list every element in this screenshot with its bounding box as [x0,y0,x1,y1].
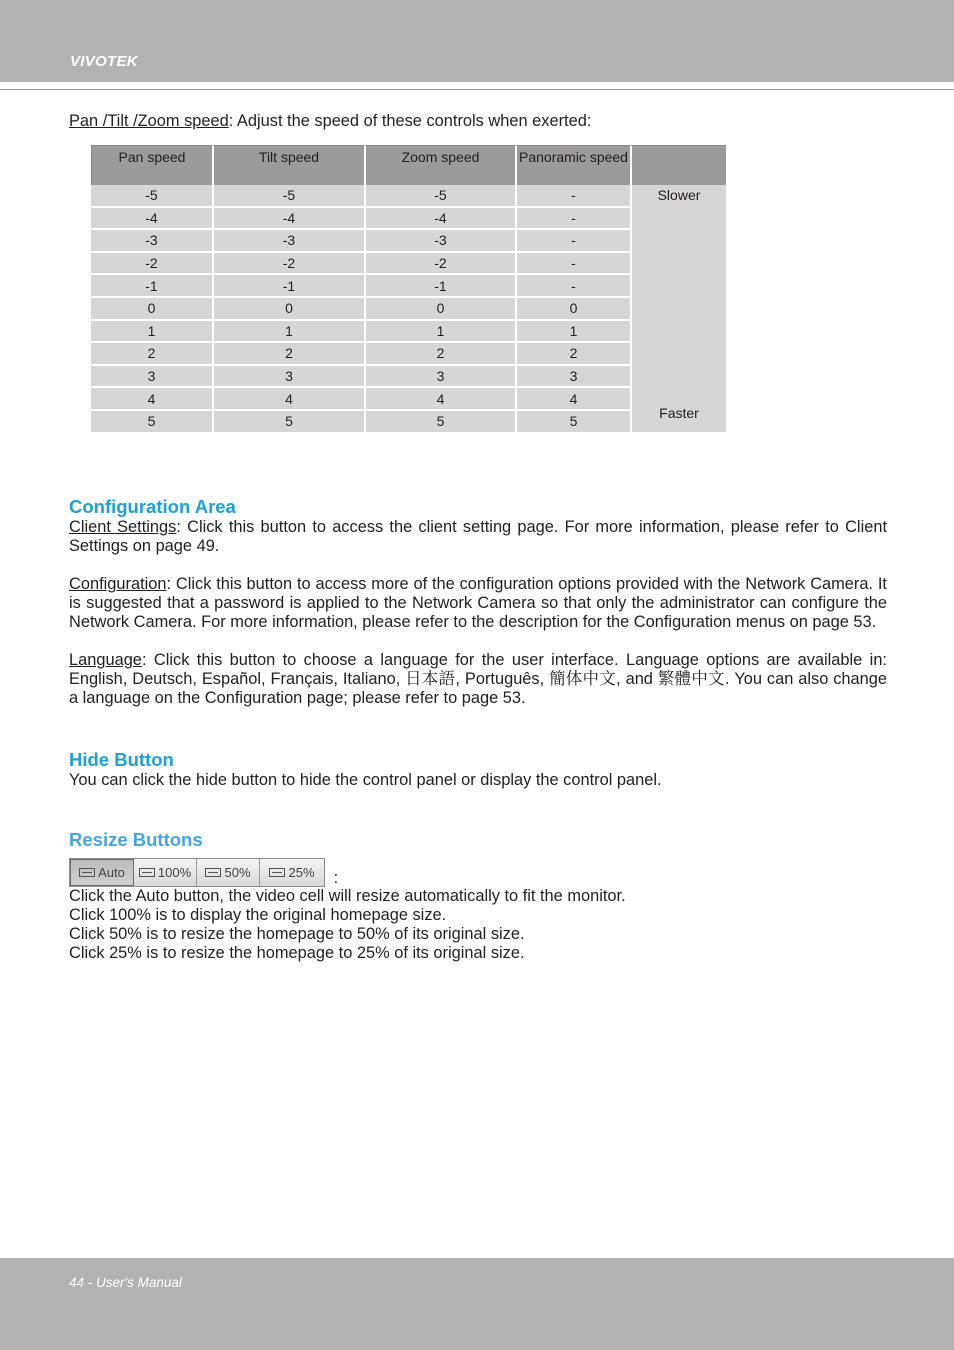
table-cell: - [515,228,630,251]
resize-icon [79,868,95,877]
table-cell: 3 [212,364,364,387]
table-cell: 4 [515,386,630,409]
section-title: Resize Buttons [69,829,203,850]
speed-direction-cell [630,185,726,432]
resize-line: Click 25% is to resize the homepage to 25% of its original size. [69,944,525,962]
table-cell: 2 [515,341,630,364]
resize-icon [205,868,221,877]
table-cell: -5 [91,185,212,206]
intro-paragraph [69,112,887,131]
resize-line: Click the Auto button, the video cell will resize automatically to fit the monitor. [69,887,626,905]
resize-25-button[interactable]: 25% [260,859,324,886]
ptz-speed-link: Pan /Tilt /Zoom speed [69,112,229,130]
table-cell: -3 [364,228,515,251]
table-cell: 1 [91,319,212,342]
table-cell: - [515,273,630,296]
language-text: : Click this button to choose a language for the user interface. Language options are available in: English, Deutsch, Español, Français, Italiano, 日本語, Português, 簡体中文, and 繁體中文. You can also change a language on the Configuration page; please refer to page 53. [69,651,887,707]
resize-auto-button[interactable]: Auto [70,859,134,886]
table-cell: 1 [515,319,630,342]
table-cell: 0 [515,296,630,319]
table-cell: -1 [212,273,364,296]
table-cell: 0 [364,296,515,319]
table-cell: 3 [91,364,212,387]
table-cell: - [515,185,630,206]
client-settings-link: Client Settings [69,518,177,536]
table-cell: 0 [91,296,212,319]
table-cell: 2 [91,341,212,364]
intro-text: : Adjust the speed of these controls when exerted: [228,112,592,130]
table-cell: -1 [91,273,212,296]
table-cell: -2 [364,251,515,274]
configuration-area-section [69,496,887,708]
header-divider [0,89,954,90]
resize-icon [139,868,155,877]
table-cell: -2 [91,251,212,274]
table-cell: 4 [212,386,364,409]
table-header-cell [630,145,726,185]
table-cell: 5 [91,409,212,432]
table-cell: 5 [364,409,515,432]
resize-buttons-section [69,829,887,963]
table-header-cell: Tilt speed [212,145,364,185]
hide-button-section [69,749,887,790]
resize-line: Click 50% is to resize the homepage to 50% of its original size. [69,925,525,943]
resize-100-button[interactable]: 100% [134,859,197,886]
configuration-text: : Click this button to access more of the configuration options provided with the Network Camera. It is suggested that a password is applied to the Network Camera so that only the administrator can configure the Network Camera. For more information, please refer to the description for the Configuration menus on page 53. [69,575,887,631]
faster-label: Faster [659,404,699,421]
table-cell: 1 [364,319,515,342]
table-cell: -1 [364,273,515,296]
table-cell: 5 [515,409,630,432]
table-cell: -2 [212,251,364,274]
speed-table [91,145,726,432]
slower-label: Slower [657,187,701,203]
table-cell: -5 [364,185,515,206]
table-cell: - [515,251,630,274]
table-cell: -4 [91,206,212,229]
table-cell: - [515,206,630,229]
page-header [0,0,954,82]
table-cell: 0 [212,296,364,319]
language-link: Language [69,651,142,669]
page-footer [0,1258,954,1350]
resize-line: Click 100% is to display the original homepage size. [69,906,447,924]
table-cell: 3 [364,364,515,387]
section-title: Configuration Area [69,496,236,517]
table-cell: 4 [364,386,515,409]
colon: : [333,868,339,887]
table-cell: 3 [515,364,630,387]
table-cell: -3 [212,228,364,251]
resize-button-bar [69,858,325,887]
brand-logo-text: VIVOTEK [70,53,138,70]
table-header-cell: Pan speed [91,145,212,185]
table-cell: -3 [91,228,212,251]
resize-50-button[interactable]: 50% [197,859,260,886]
resize-icon [269,868,285,877]
table-cell: 5 [212,409,364,432]
configuration-link: Configuration [69,575,167,593]
page-number: 44 - User's Manual [69,1275,182,1290]
section-title: Hide Button [69,749,174,770]
table-cell: 2 [212,341,364,364]
table-header-cell: Zoom speed [364,145,515,185]
table-row [91,185,726,206]
table-cell: 1 [212,319,364,342]
table-cell: -4 [212,206,364,229]
table-cell: -5 [212,185,364,206]
table-cell: 2 [364,341,515,364]
table-cell: -4 [364,206,515,229]
table-header-cell: Panoramic speed [515,145,630,185]
table-cell: 4 [91,386,212,409]
hide-button-text: You can click the hide button to hide the control panel or display the control panel. [69,771,662,789]
client-settings-text: : Click this button to access the client setting page. For more information, please refer to Client Settings on page 49. [69,518,887,555]
